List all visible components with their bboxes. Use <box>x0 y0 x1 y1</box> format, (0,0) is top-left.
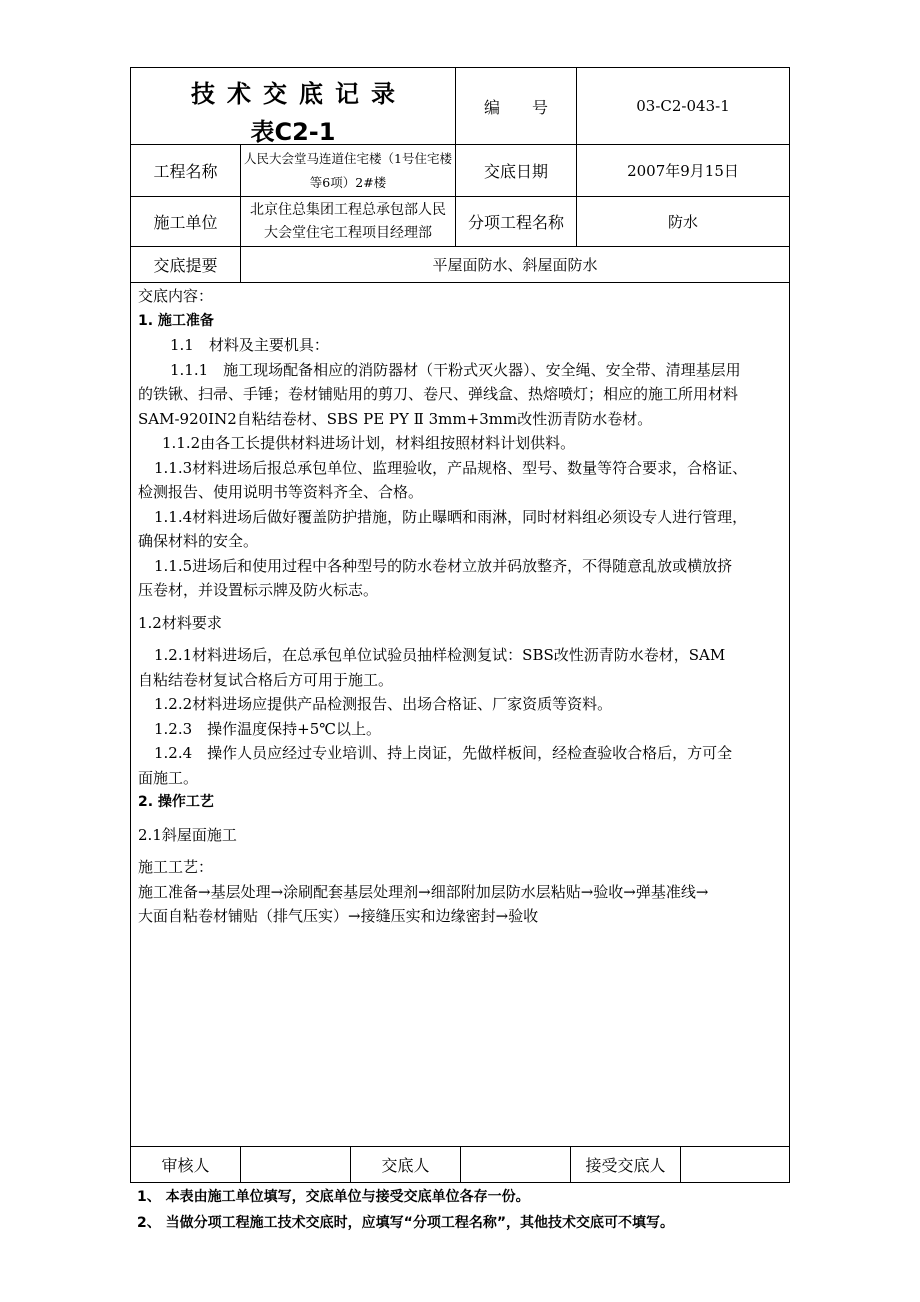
content-line: 1.2.1材料进场后，在总承包单位试验员抽样检测复试：SBS改性沥青防水卷材，SAM <box>154 646 726 664</box>
section-heading: 2.1斜屋面施工 <box>138 825 237 844</box>
section-heading: 2. 操作工艺 <box>138 794 214 810</box>
discloser-label: 交底人 <box>381 1156 430 1175</box>
construction-unit-label: 施工单位 <box>153 213 218 232</box>
content-line: 1.1 材料及主要机具： <box>170 336 329 354</box>
construction-unit-line: 北京住总集团工程总承包部人民 <box>250 202 446 218</box>
content-line: 1.1.3材料进场后报总承包单位、监理验收，产品规格、型号、数量等符合要求，合格证、 <box>154 458 748 477</box>
receiver-value <box>681 1147 789 1182</box>
construction-unit-line: 大会堂住宅工程项目经理部 <box>264 225 432 241</box>
number-label: 编 号 <box>483 97 548 117</box>
content-line: 1.2.4 操作人员应经过专业培训、持上岗证，先做样板间，经检查验收合格后，方可全 <box>154 744 733 762</box>
table-rule <box>130 282 790 283</box>
content-line: 1.1.2由各工长提供材料进场计划，材料组按照材料计划供料。 <box>162 434 576 452</box>
summary-label: 交底提要 <box>153 256 218 275</box>
table-border-right <box>789 67 790 1183</box>
summary-value: 平屋面防水、斜屋面防水 <box>432 256 598 274</box>
footnote: 1、 本表由施工单位填写，交底单位与接受交底单位各存一份。 <box>137 1189 530 1205</box>
content-line: 压卷材，并设置标示牌及防火标志。 <box>138 581 379 599</box>
project-name-label: 工程名称 <box>153 162 218 181</box>
content-line: 1.1.4材料进场后做好覆盖防护措施，防止曝晒和雨淋，同时材料组必须设专人进行管理， <box>154 507 748 526</box>
footnote: 2、 当做分项工程施工技术交底时，应填写“分项工程名称”，其他技术交底可不填写。 <box>137 1215 675 1231</box>
reviewer-value <box>241 1147 350 1182</box>
content-line: 1.2.2材料进场应提供产品检测报告、出场合格证、厂家资质等资料。 <box>154 695 613 713</box>
subproject-value: 防水 <box>667 213 698 231</box>
subproject-label: 分项工程名称 <box>467 213 564 232</box>
section-heading: 1.2材料要求 <box>138 613 222 632</box>
content-line: 的铁锹、扫帚、手锤；卷材铺贴用的剪刀、卷尺、弹线盒、热熔喷灯；相应的施工所用材料 <box>138 385 739 403</box>
content-line: 大面自粘卷材铺贴（排气压实）→接缝压实和边缘密封→验收 <box>138 907 539 925</box>
project-name-line: 等6项）2#楼 <box>309 175 387 190</box>
content-line: 面施工。 <box>138 768 199 787</box>
content-line: 施工准备→基层处理→涂刷配套基层处理剂→细部附加层防水层粘贴→验收→弹基准线→ <box>138 882 709 901</box>
reviewer-label: 审核人 <box>161 1156 210 1175</box>
content-line: 1.1.5进场后和使用过程中各种型号的防水卷材立放并码放整齐，不得随意乱放或横放挤 <box>154 556 733 575</box>
form-title-main: 技术交底记录 <box>191 80 407 108</box>
content-line: 检测报告、使用说明书等资料齐全、合格。 <box>138 483 424 501</box>
project-name-value <box>241 145 455 196</box>
content-line: 施工工艺： <box>138 858 214 876</box>
content-line: 1.2.3 操作温度保持+5℃以上。 <box>154 719 382 738</box>
form-title <box>131 68 455 144</box>
content-line: 确保材料的安全。 <box>138 532 259 550</box>
form-code: 表C2-1 <box>250 118 336 146</box>
receiver-label: 接受交底人 <box>585 1156 666 1175</box>
content-line: 自粘结卷材复试合格后方可用于施工。 <box>138 670 394 689</box>
project-name-line: 人民大会堂马连道住宅楼（1号住宅楼 <box>244 151 452 166</box>
content-line: SAM-920ⅠN2自粘结卷材、SBS PE PY Ⅱ 3mm+3mm改性沥青防水卷材。 <box>138 409 653 428</box>
number-value: 03-C2-043-1 <box>636 97 730 115</box>
construction-unit-value <box>241 197 455 246</box>
date-label: 交底日期 <box>483 162 548 181</box>
content-line: 1.1.1 施工现场配备相应的消防器材（干粉式灭火器）、安全绳、安全带、清理基层用 <box>170 360 741 379</box>
date-value: 2007年9月15日 <box>627 162 739 180</box>
section-heading: 1. 施工准备 <box>138 312 214 329</box>
discloser-value <box>461 1147 570 1182</box>
disclosure-content <box>138 284 786 929</box>
content-heading: 交底内容： <box>138 287 214 305</box>
